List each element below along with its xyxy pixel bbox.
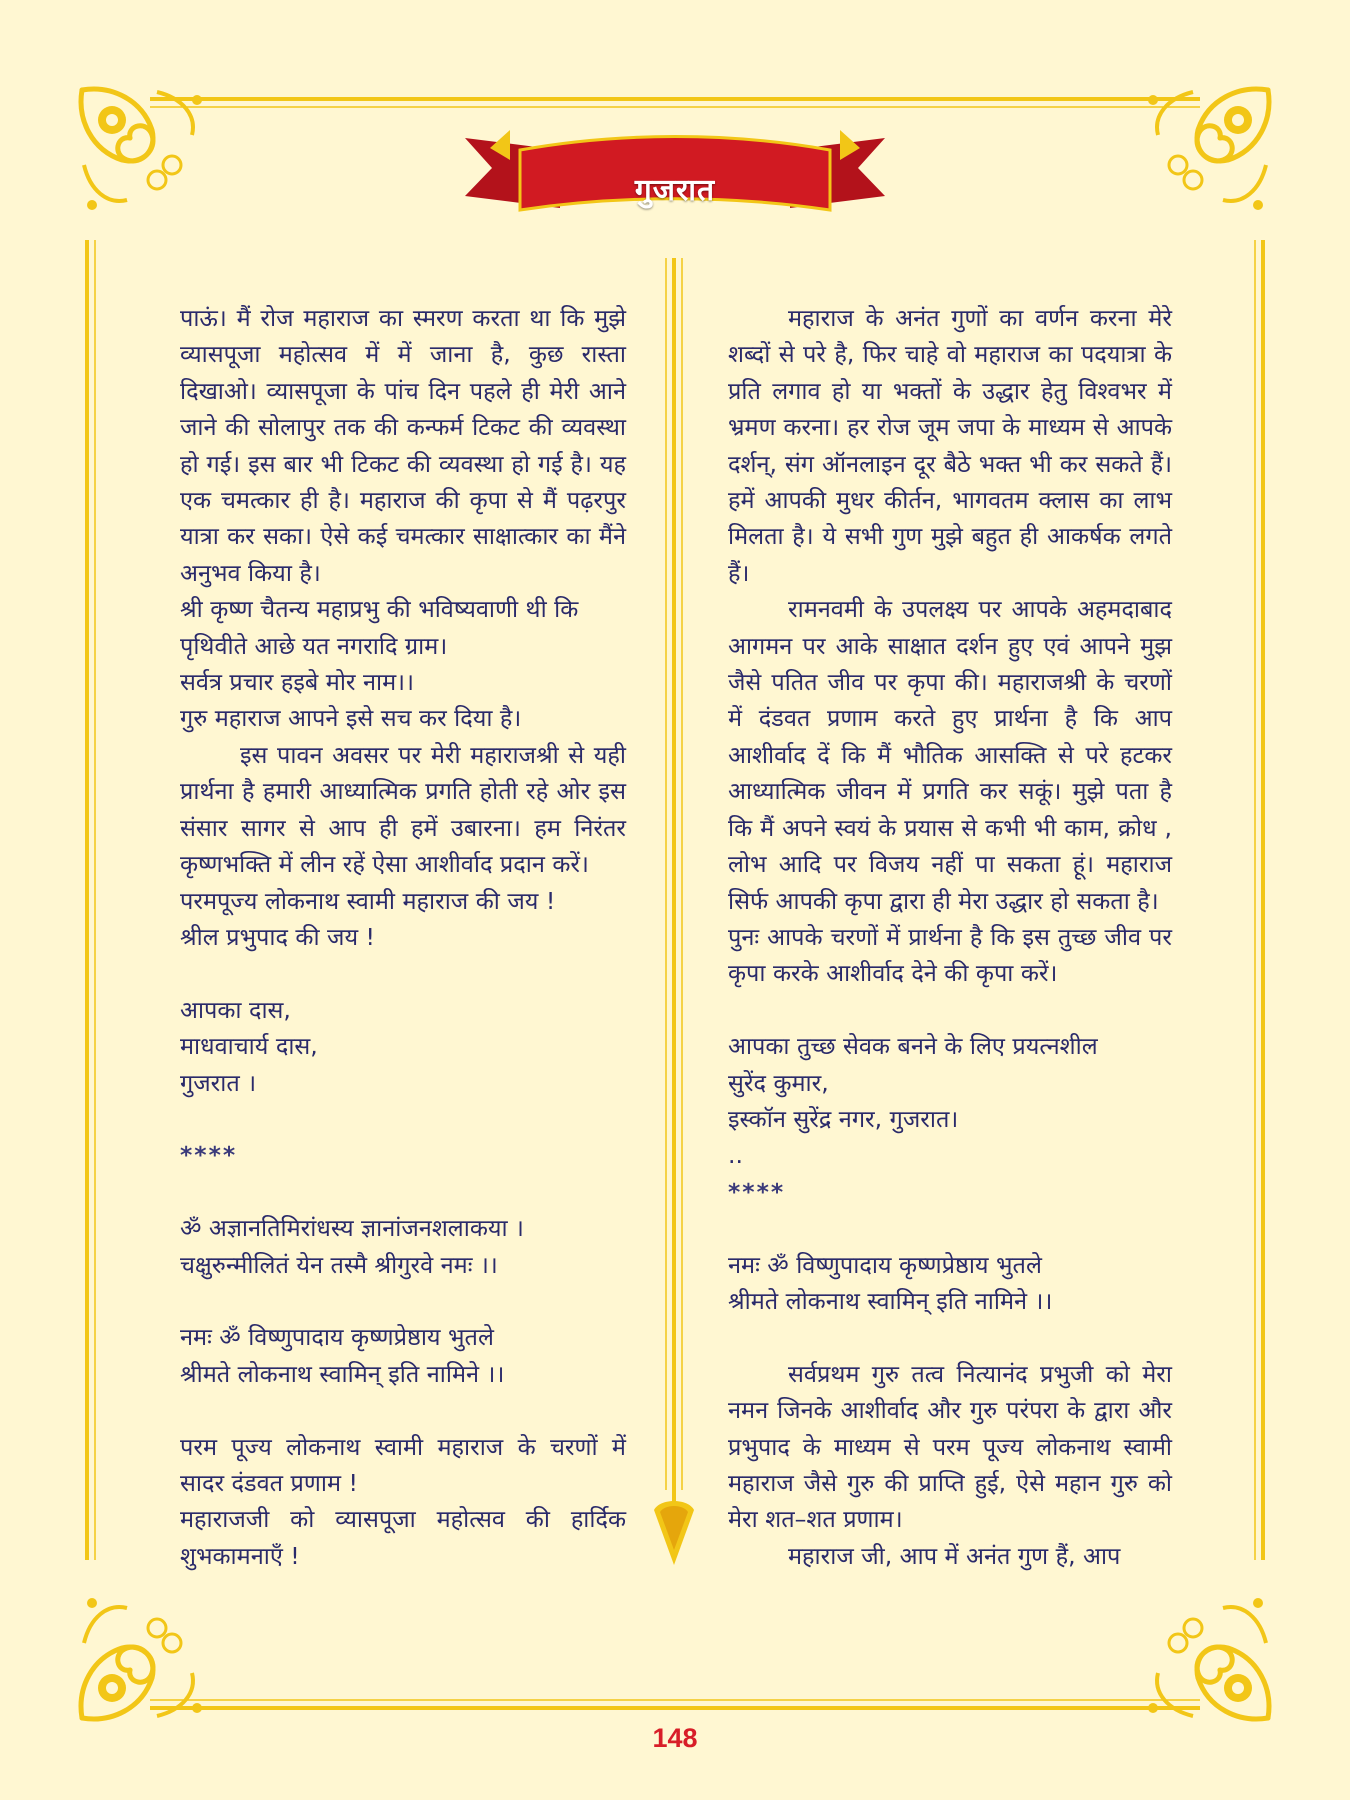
blank-line: [728, 992, 1172, 1028]
paragraph: महाराज जी, आप में अनंत गुण हैं, आप: [788, 1541, 1121, 1570]
paragraph: श्री कृष्ण चैतन्य महाप्रभु की भविष्यवाणी थी कि: [180, 595, 579, 624]
blank-line: [180, 1392, 626, 1428]
paragraph: परम पूज्य लोकनाथ स्वामी महाराज के चरणों में सादर दंडवत प्रणाम !: [180, 1432, 626, 1497]
paragraph: महाराजजी को व्यासपूजा महोत्सव की हार्दिक शुभकामनाएँ !: [180, 1505, 626, 1570]
page-title: गुजरात: [634, 173, 716, 208]
paragraph: सर्वप्रथम गुरु तत्व नित्यानंद प्रभुजी को मेरा नमन जिनके आशीर्वाद और गुरु परंपरा के द्वारा और प्रभुपाद के माध्यम से परम पूज्य लोकनाथ स्वामी महाराज जैसे गुरु की प्राप्ति हुई, ऐसे महान गुरु को मेरा शत–शत प्रणाम।: [728, 1359, 1172, 1534]
paragraph: नमः ॐ विष्णुपादाय कृष्णप्रेष्ठाय भुतले: [180, 1323, 494, 1352]
blank-line: [180, 1283, 626, 1319]
paragraph: आपका तुच्छ सेवक बनने के लिए प्रयत्नशील: [728, 1032, 1098, 1061]
section-separator: ****: [728, 1177, 786, 1206]
paragraph: सर्वत्र प्रचार हइबे मोर नाम।।: [180, 668, 414, 697]
paragraph: पृथिवीते आछे यत नगरादि ग्राम।: [180, 631, 448, 660]
paragraph: रामनवमी के उपलक्ष्य पर आपके अहमदाबाद आगमन पर आके साक्षात दर्शन हुए एवं आपने मुझ जैसे पतित जीव पर कृपा की। महाराजश्री के चरणों में दंडवत प्रणाम करते हुए प्रार्थना है कि आप आशीर्वाद दें कि मैं भौतिक आसक्ति से परे हटकर आध्यात्मिक जीवन में प्रगति कर सकूं। मुझे पता है कि मैं अपने स्वयं के प्रयास से कभी भी काम, क्रोध , लोभ आदि पर विजय नहीं पा सकता हूं। महाराज सिर्फ आपकी कृपा द्वारा ही मेरा उद्धार हो सकता है।: [728, 595, 1172, 915]
paragraph: महाराज के अनंत गुणों का वर्णन करना मेरे शब्दों से परे है, फिर चाहे वो महाराज का पदयात्रा के प्रति लगाव हो या भक्तों के उद्धार हेतु विश्वभर में भ्रमण करना। हर रोज जूम जपा के माध्यम से आपके दर्शन्, संग ऑनलाइन दूर बैठे भक्त भी कर सकते हैं। हमें आपकी मुधर कीर्तन, भागवतम क्लास का लाभ मिलता है। ये सभी गुण मुझे बहुत ही आकर्षक लगते हैं।: [728, 304, 1172, 587]
paragraph: चक्षुरुन्मीलितं येन तस्मै श्रीगुरवे नमः ।।: [180, 1250, 498, 1279]
paragraph: परमपूज्य लोकनाथ स्वामी महाराज की जय !: [180, 886, 556, 915]
corner-ornament-bottom-right: [1148, 1598, 1269, 1719]
blank-line: [180, 1101, 626, 1137]
corner-ornament-bottom-left: [81, 1598, 202, 1719]
paragraph: श्रीमते लोकनाथ स्वामिन् इति नामिने ।।: [728, 1286, 1053, 1315]
paragraph: इस पावन अवसर पर मेरी महाराजश्री से यही प्रार्थना है हमारी आध्यात्मिक प्रगति होती रहे ओर इस संसार सागर से आप ही हमें उबारना। हम निरंतर कृष्णभक्ति में लीन रहें ऐसा आशीर्वाद प्रदान करें।: [180, 740, 626, 879]
paragraph: गुरु महाराज आपने इसे सच कर दिया है।: [180, 704, 522, 733]
paragraph: ..: [728, 1141, 743, 1170]
blank-line: [728, 1210, 1172, 1246]
paragraph: नमः ॐ विष्णुपादाय कृष्णप्रेष्ठाय भुतले: [728, 1250, 1042, 1279]
paragraph: पाऊं। मैं रोज महाराज का स्मरण करता था कि मुझे व्यासपूजा महोत्सव में में जाना है, कुछ रास्ता दिखाओ। व्यासपूजा के पांच दिन पहले ही मेरी आने जाने की सोलापुर तक की कन्फर्म टिकट की व्यवस्था हो गई। इस बार भी टिकट की व्यवस्था हो गई है। यह एक चमत्कार ही है। महाराज की कृपा से मैं पढ़रपुर यात्रा कर सका। ऐसे कई चमत्कार साक्षात्कार का मैंने अनुभव किया है।: [180, 304, 626, 587]
paragraph: माधवाचार्य दास,: [180, 1032, 318, 1061]
right-column: [728, 300, 1172, 1574]
paragraph: श्रील प्रभुपाद की जय !: [180, 922, 375, 951]
paragraph: इस्कॉन सुरेंद्र नगर, गुजरात।: [728, 1104, 959, 1133]
paragraph: आपका दास,: [180, 995, 291, 1024]
paragraph: ॐ अज्ञानतिमिरांधस्य ज्ञानांजनशलाकया ।: [180, 1214, 524, 1243]
column-divider: [654, 258, 694, 1565]
paragraph: श्रीमते लोकनाथ स्वामिन् इति नामिने ।।: [180, 1359, 505, 1388]
left-column: [180, 300, 626, 1574]
blank-line: [180, 1174, 626, 1210]
blank-line: [180, 955, 626, 991]
page-number: 148: [652, 1723, 698, 1753]
blank-line: [728, 1319, 1172, 1355]
paragraph: पुनः आपके चरणों में प्रार्थना है कि इस तुच्छ जीव पर कृपा करके आशीर्वाद देने की कृपा करें।: [728, 922, 1172, 988]
paragraph: सुरेंद कुमार,: [728, 1068, 829, 1097]
paragraph: गुजरात ।: [180, 1068, 257, 1097]
section-separator: ****: [180, 1141, 238, 1170]
